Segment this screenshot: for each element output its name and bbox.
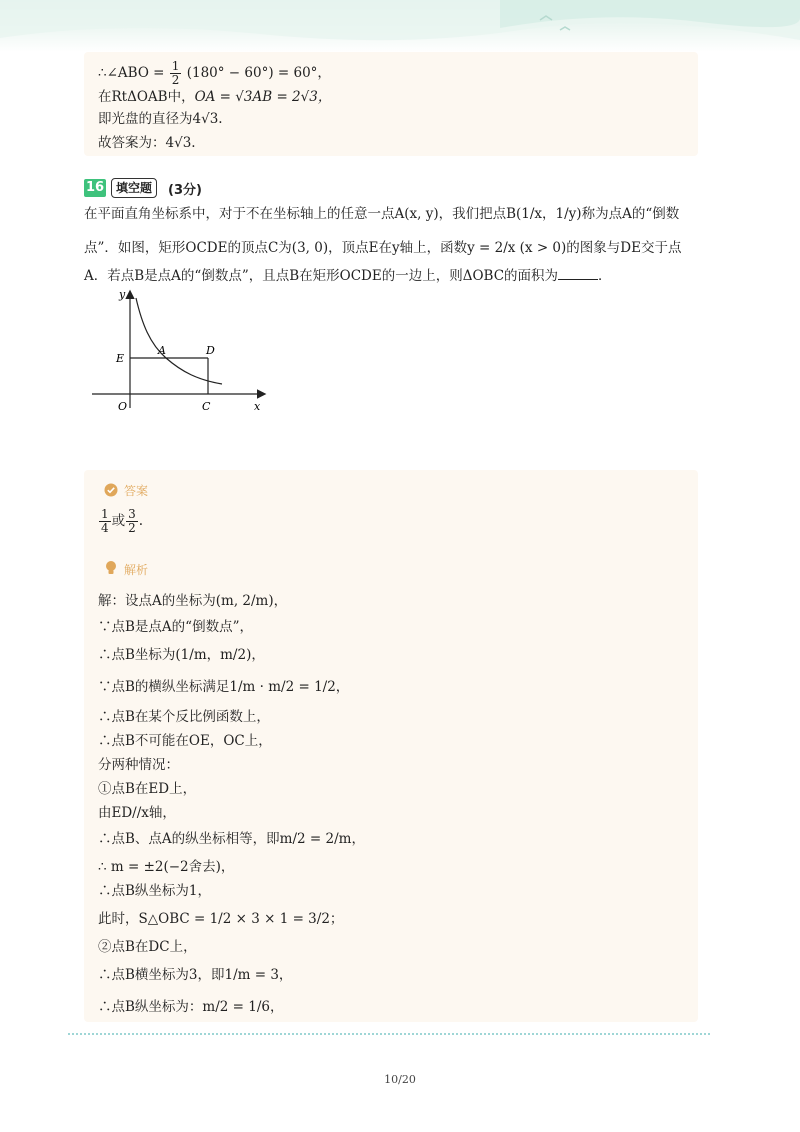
analysis-line-3: ∴点B坐标为(1/m，m/2)， (98, 647, 265, 663)
analysis-line-6: ∴点B不可能在OE，OC上， (98, 733, 272, 749)
header-wave-decoration (0, 0, 800, 60)
question-line-3: A．若点B是点A的“倒数点”，且点B在矩形OCDE的一边上，则ΔOBC的面积为 ． (84, 268, 612, 284)
analysis-line-10: ∴点B、点A的纵坐标相等，即m/2 = 2/m， (98, 831, 365, 847)
prev-solution-line-4: 故答案为：4√3. (98, 135, 196, 151)
question-score: (3分) (168, 183, 202, 198)
page-number: 10/20 (384, 1073, 416, 1086)
analysis-line-14: ②点B在DC上， (98, 939, 197, 955)
prev-solution-line-3: 即光盘的直径为4√3. (98, 111, 223, 127)
analysis-line-16: ∴点B纵坐标为：m/2 = 1/6， (98, 999, 284, 1015)
analysis-line-13: 此时，S△OBC = 1/2 × 3 × 1 = 3/2； (98, 911, 344, 927)
label-x: x (254, 400, 261, 413)
question-line-2: 点”．如图，矩形OCDE的顶点C为(3, 0)，顶点E在y轴上，函数y = 2/x (x > 0)的图象与DE交于点 (84, 240, 682, 256)
analysis-line-7: 分两种情况： (98, 757, 179, 773)
analysis-line-2: ∵点B是点A的“倒数点”， (98, 619, 253, 635)
analysis-label: 解析 (124, 563, 149, 577)
answer-blank (558, 267, 598, 280)
analysis-line-9: 由ED//x轴， (98, 805, 176, 821)
hyperbola-curve (136, 298, 222, 384)
label-D: D (206, 344, 215, 357)
label-C: C (202, 400, 211, 413)
analysis-line-5: ∴点B在某个反比例函数上， (98, 709, 270, 725)
prev-solution-line-1: ∴∠ABO = $\frac{1}{2}$ (180° − 60°) = 60°， (98, 59, 331, 87)
question-number-badge: 16 (85, 180, 105, 195)
coordinate-figure (88, 284, 278, 414)
footer-divider (68, 1033, 710, 1035)
analysis-line-12: ∴点B纵坐标为1， (98, 883, 212, 899)
question-line-1: 在平面直角坐标系中，对于不在坐标轴上的任意一点A(x, y)，我们把点B(1/x，1/y)称为点A的“倒数 (84, 206, 680, 222)
check-badge-icon (104, 483, 118, 497)
label-A: A (158, 344, 166, 357)
question-type-badge: 填空题 (111, 178, 157, 198)
analysis-line-11: ∴ m = ±2(−2舍去)， (98, 859, 235, 875)
prev-solution-line-2: 在RtΔOAB中，OA = √3AB = 2√3， (98, 89, 332, 105)
analysis-line-4: ∵点B的横纵坐标满足1/m · m/2 = 1/2， (98, 679, 350, 695)
label-y: y (119, 288, 126, 301)
bird-icon (560, 27, 570, 30)
analysis-line-15: ∴点B横坐标为3，即1/m = 3， (98, 967, 293, 983)
analysis-line-8: ①点B在ED上， (98, 781, 197, 797)
label-O: O (118, 400, 128, 413)
answer-label: 答案 (124, 484, 149, 498)
lightbulb-icon (104, 560, 118, 576)
analysis-line-1: 解：设点A的坐标为(m, 2/m)， (98, 593, 288, 609)
label-E: E (116, 352, 125, 365)
answer-text: $\frac{1}{4}$ 或 $\frac{3}{2}$ . (101, 507, 144, 535)
